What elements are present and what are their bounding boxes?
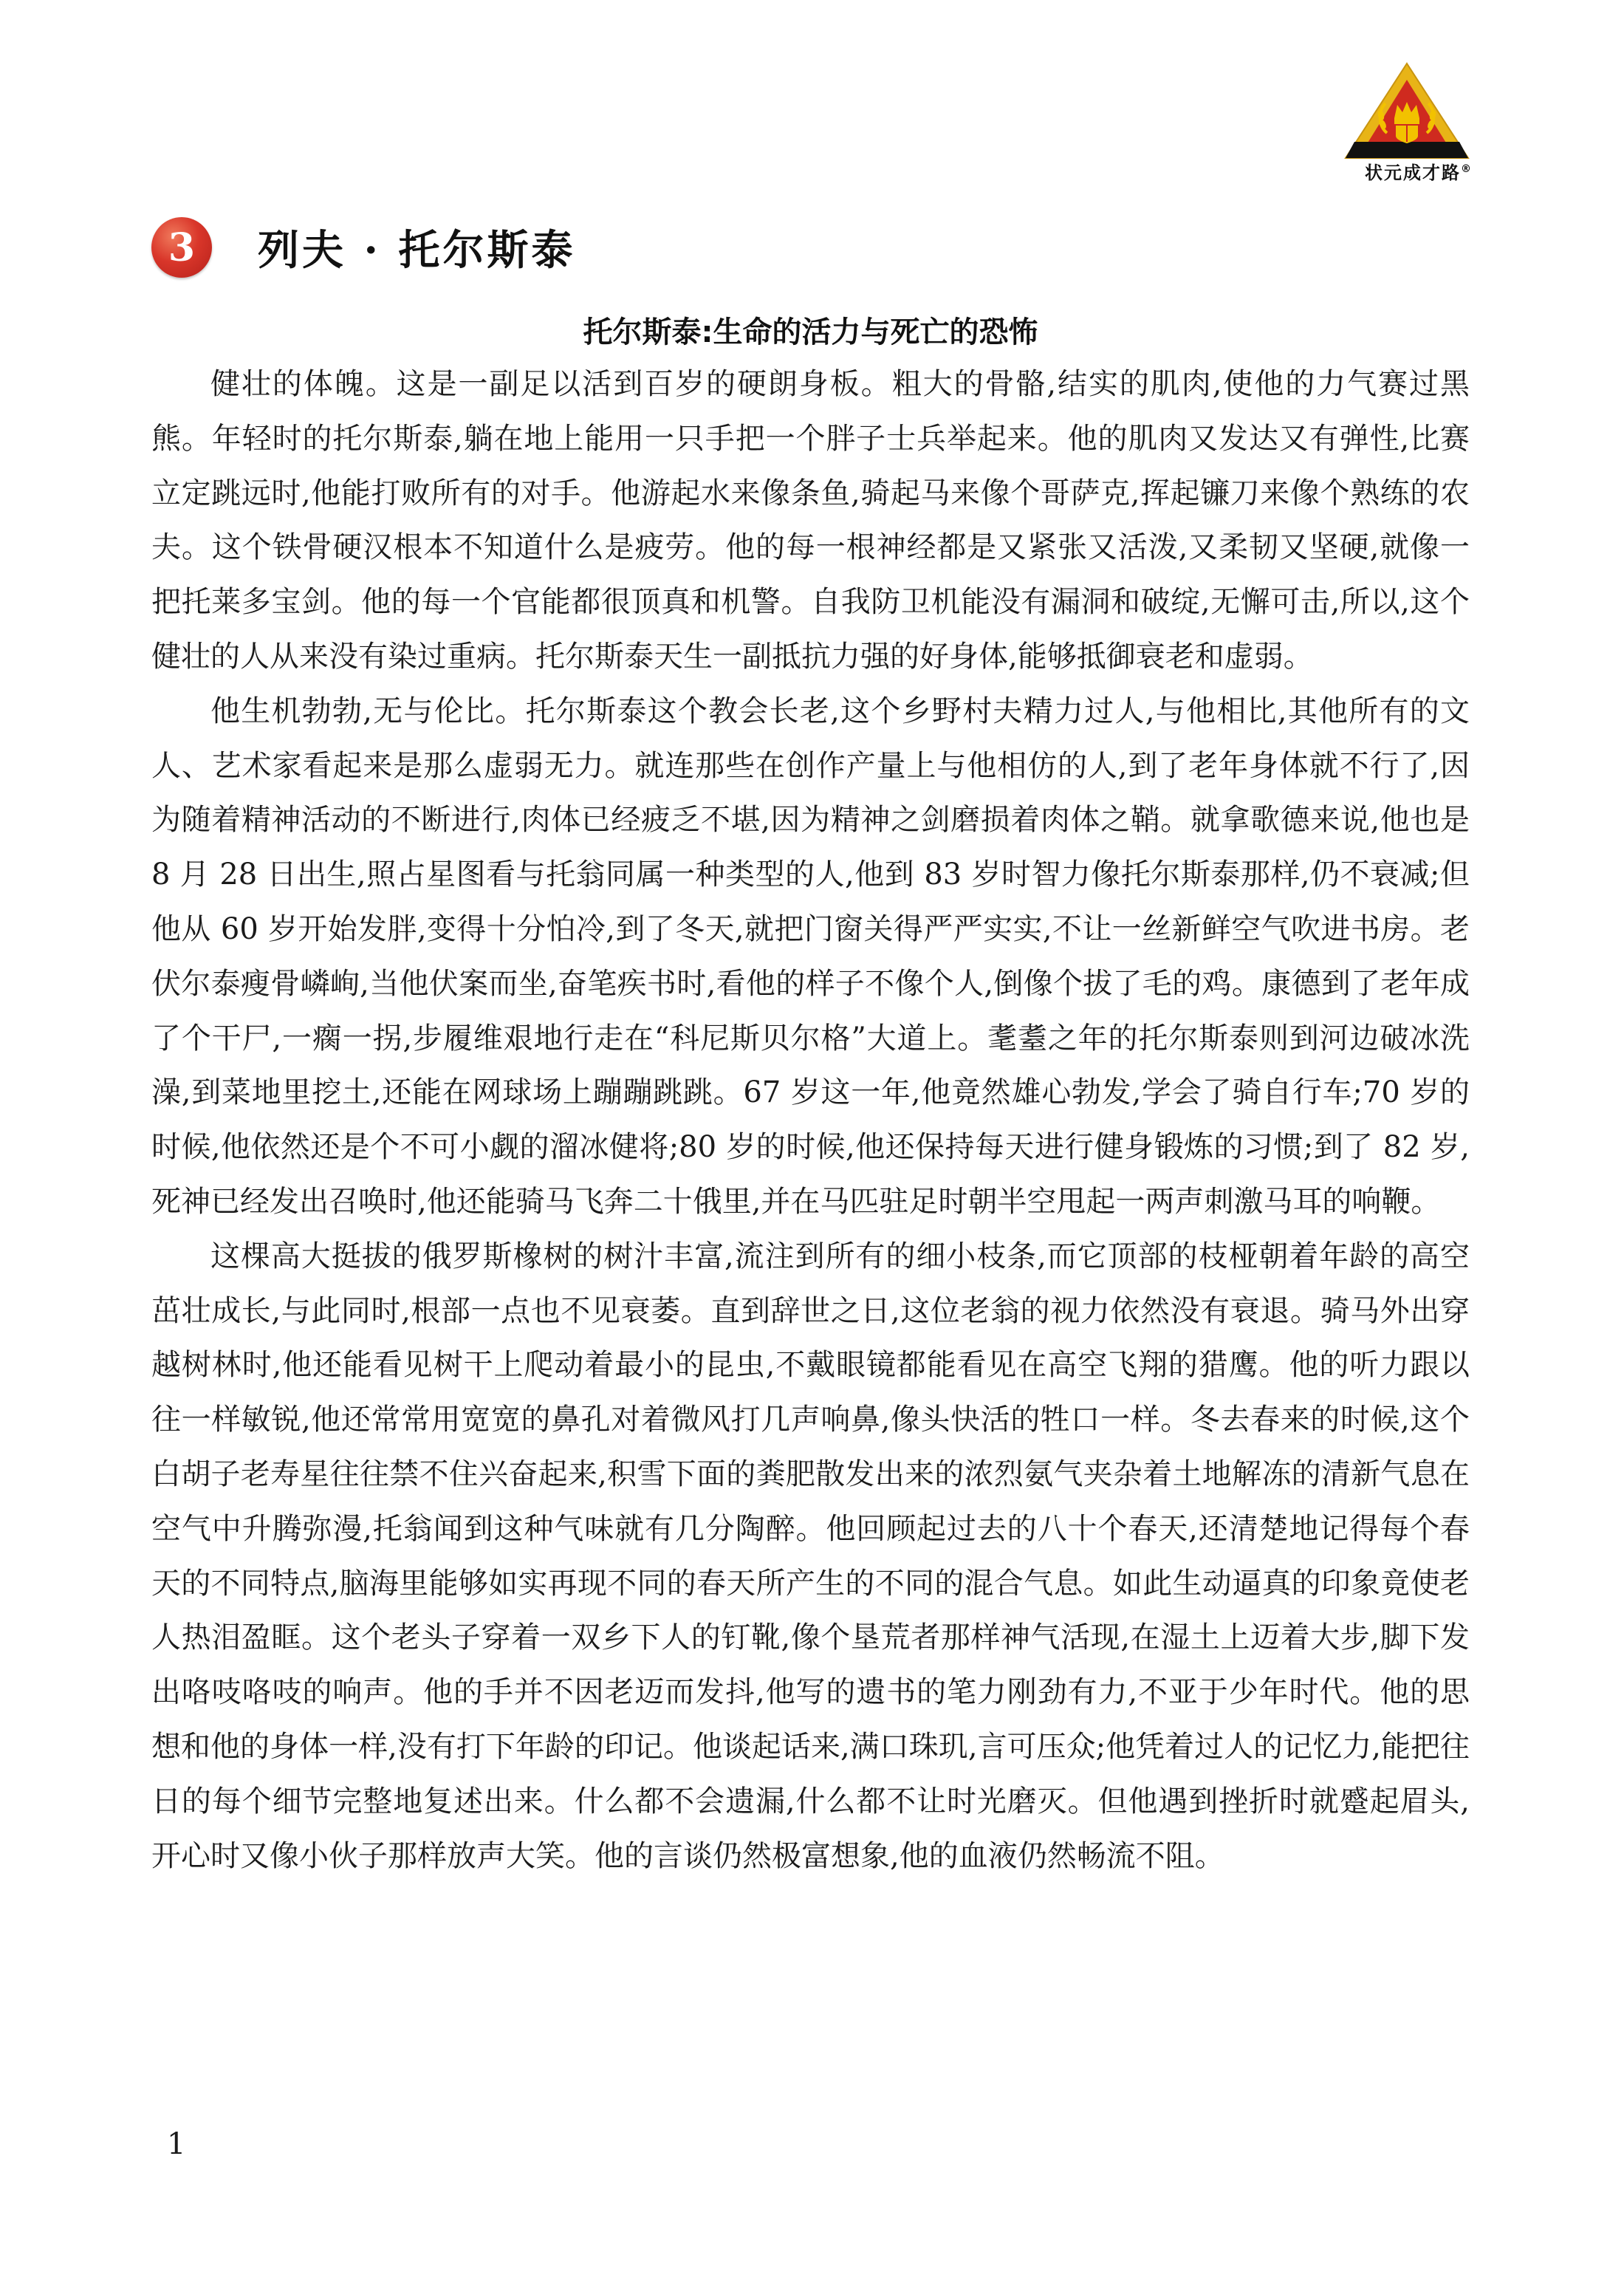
paragraph: 这棵高大挺拔的俄罗斯橡树的树汁丰富,流注到所有的细小枝条,而它顶部的枝桠朝着年龄的高空茁壮成长,与此同时,根部一点也不见衰萎。直到辞世之日,这位老翁的视力依然没有衰退。骑马外出穿越树林时,他还能看见树干上爬动着最小的昆虫,不戴眼镜都能看见在高空飞翔的猎鹰。他的听力跟以往一样敏锐,他还常常用宽宽的鼻孔对着微风打几声响鼻,像头快活的牲口一样。冬去春来的时候,这个白胡子老寿星往往禁不住兴奋起来,积雪下面的粪肥散发出来的浓烈氨气夹杂着土地解冻的清新气息在空气中升腾弥漫,托翁闻到这种气味就有几分陶醉。他回顾起过去的八十个春天,还清楚地记得每个春天的不同特点,脑海里能够如实再现不同的春天所产生的不同的混合气息。如此生动逼真的印象竟使老人热泪盈眶。这个老头子穿着一双乡下人的钉靴,像个垦荒者那样神气活现,在湿土上迈着大步,脚下发出咯吱咯吱的响声。他的手并不因老迈而发抖,他写的遗书的笔力刚劲有力,不亚于少年时代。他的思想和他的身体一样,没有打下年龄的印记。他谈起话来,满口珠玑,言可压众;他凭着过人的记忆力,能把往日的每个细节完整地复述出来。什么都不会遗漏,什么都不让时光磨灭。但他遇到挫折时就蹙起眉头,开心时又像小伙子那样放声大笑。他的言谈仍然极富想象,他的血液仍然畅流不阻。 bbox=[151, 1239, 1470, 1873]
registered-mark: ® bbox=[1461, 163, 1473, 175]
chapter-heading bbox=[151, 214, 576, 281]
paragraph: 他生机勃勃,无与伦比。托尔斯泰这个教会长老,这个乡野村夫精力过人,与他相比,其他所有的文人、艺术家看起来是那么虚弱无力。就连那些在创作产量上与他相仿的人,到了老年身体就不行了,因为随着精神活动的不断进行,肉体已经疲乏不堪,因为精神之剑磨损着肉体之鞘。就拿歌德来说,他也是 8 月 28 日出生,照占星图看与托翁同属一种类型的人,他到 83 岁时智力像托尔斯泰那样,仍不衰减;但他从 60 岁开始发胖,变得十分怕冷,到了冬天,就把门窗关得严严实实,不让一丝新鲜空气吹进书房。老伏尔泰瘦骨嶙峋,当他伏案而坐,奋笔疾书时,看他的样子不像个人,倒像个拔了毛的鸡。康德到了老年成了个干尸,一瘸一拐,步履维艰地行走在“科尼斯贝尔格”大道上。耄耋之年的托尔斯泰则到河边破冰洗澡,到菜地里挖土,还能在网球场上蹦蹦跳跳。67 岁这一年,他竟然雄心勃发,学会了骑自行车;70 岁的时候,他依然还是个不可小觑的溜冰健将;80 岁的时候,他还保持每天进行健身锻炼的习惯;到了 82 岁,死神已经发出召唤时,他还能骑马飞奔二十俄里,并在马匹驻足时朝半空甩起一两声刺激马耳的响鞭。 bbox=[151, 694, 1470, 1219]
logo-text: 状元成才路 bbox=[1365, 162, 1461, 183]
body-text bbox=[151, 357, 1470, 1883]
section-subtitle: 托尔斯泰:生命的活力与死亡的恐怖 bbox=[583, 315, 1038, 349]
page-number: 1 bbox=[167, 2127, 186, 2161]
publisher-logo-text bbox=[1365, 158, 1476, 184]
chapter-title: 列夫 · 托尔斯泰 bbox=[258, 226, 576, 275]
paragraph: 健壮的体魄。这是一副足以活到百岁的硬朗身板。粗大的骨骼,结实的肌肉,使他的力气赛过黑熊。年轻时的托尔斯泰,躺在地上能用一只手把一个胖子士兵举起来。他的肌肉又发达又有弹性,比赛立定跳远时,他能打败所有的对手。他游起水来像条鱼,骑起马来像个哥萨克,挥起镰刀来像个熟练的农夫。这个铁骨硬汉根本不知道什么是疲劳。他的每一根神经都是又紧张又活泼,又柔韧又坚硬,就像一把托莱多宝剑。他的每一个官能都很顶真和机警。自我防卫机能没有漏洞和破绽,无懈可击,所以,这个健壮的人从来没有染过重病。托尔斯泰天生一副抵抗力强的好身体,能够抵御衰老和虚弱。 bbox=[151, 367, 1470, 674]
chapter-number-badge: 3 bbox=[151, 217, 212, 278]
